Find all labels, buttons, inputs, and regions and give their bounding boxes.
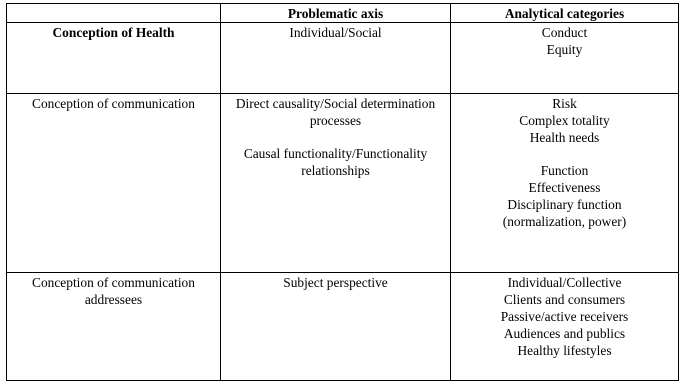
category-item: (normalization, power): [502, 214, 627, 229]
category-item: Clients and consumers: [503, 292, 626, 307]
header-problematic-axis: Problematic axis: [221, 4, 451, 23]
row-label-addressees: [7, 273, 221, 381]
categories-cell-health: [451, 23, 679, 94]
category-item: Effectiveness: [528, 180, 601, 195]
row-label-health: [7, 23, 221, 94]
axis-cell-health: [221, 23, 451, 94]
header-empty: [7, 4, 221, 23]
category-item: Passive/active receivers: [500, 309, 629, 324]
category-item: Health needs: [529, 130, 600, 145]
category-item: Healthy lifestyles: [517, 343, 612, 358]
table-row-health: [7, 23, 679, 94]
row-label-text: addressees: [84, 292, 143, 307]
axis-text: processes: [309, 113, 362, 128]
axis-cell-addressees: [221, 273, 451, 381]
header-analytical-categories: Analytical categories: [451, 4, 679, 23]
table-header-row: [7, 4, 679, 23]
category-item: Function: [540, 163, 589, 178]
table-row-communication: [7, 94, 679, 273]
axis-cell-communication: [221, 94, 451, 273]
row-label-text: Conception of Health: [52, 25, 175, 40]
spacer: [225, 129, 446, 145]
axis-text: Individual/Social: [289, 25, 382, 40]
axis-text: Causal functionality/Functionality: [243, 146, 428, 161]
category-item: Complex totality: [519, 113, 610, 128]
table-row-addressees: [7, 273, 679, 381]
category-item: Risk: [552, 96, 577, 111]
category-item: Individual/Collective: [507, 275, 622, 290]
concepts-table: [6, 3, 679, 381]
row-label-text: Conception of communication: [32, 275, 195, 290]
row-label-text: Conception of communication: [32, 96, 195, 111]
axis-text: relationships: [301, 163, 370, 178]
category-item: Conduct: [541, 25, 588, 40]
axis-text: Direct causality/Social determination: [235, 96, 436, 111]
category-item: Disciplinary function: [507, 197, 622, 212]
row-label-communication: [7, 94, 221, 273]
axis-text: Subject perspective: [283, 275, 388, 290]
spacer: [455, 146, 674, 162]
categories-cell-addressees: [451, 273, 679, 381]
categories-cell-communication: [451, 94, 679, 273]
category-item: Audiences and publics: [503, 326, 626, 341]
category-item: Equity: [546, 42, 583, 57]
